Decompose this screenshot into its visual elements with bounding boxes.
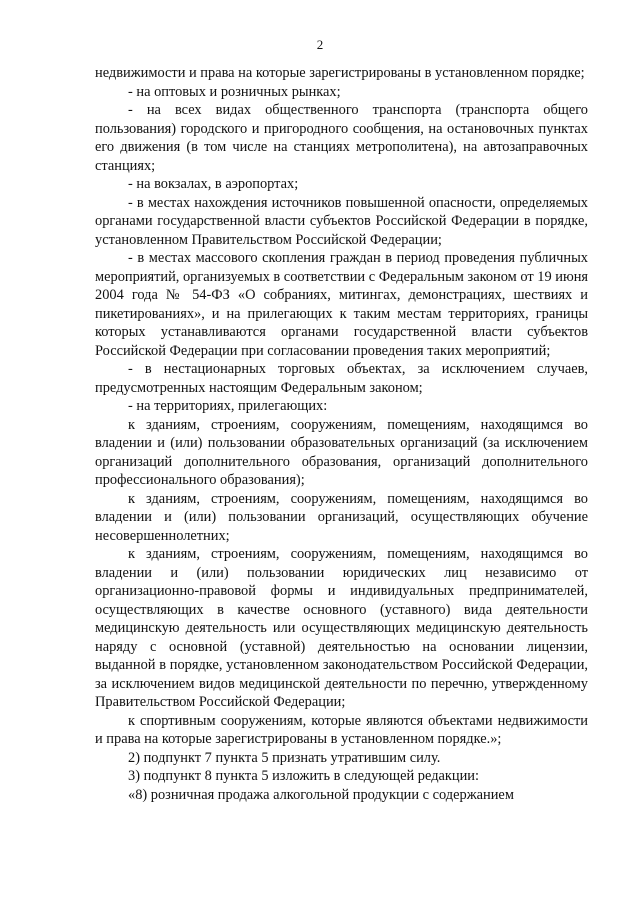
document-body [95, 64, 588, 804]
paragraph-5: - в местах нахождения источников повышенной опасности, определяемых органами государственной власти субъектов Российской Федерации в порядке, установленном Правительством Российской Федерации; [95, 194, 588, 248]
paragraph-4: - на вокзалах, в аэропортах; [128, 176, 299, 192]
paragraph-14: 3) подпункт 8 пункта 5 изложить в следующей редакции: [128, 768, 479, 784]
paragraph-13: 2) подпункт 7 пункта 5 признать утратившим силу. [128, 749, 441, 766]
paragraph-11: к зданиям, строениям, сооружениям, помещениям, находящимся во владении и (или) пользовании юридических лиц независимо от организационно-правовой формы и индивидуальных предпринимателей, осуществляющих в качестве основного (уставного) вида деятельности медицинскую деятельность или осуществляющих медицинскую деятельность наряду с основной (уставной) деятельностью на основании лицензии, выданной в порядке, установленном законодательством Российской Федерации, за исключением видов медицинской деятельности по перечню, утвержденному Правительством Российской Федерации; [95, 546, 588, 710]
paragraph-10: к зданиям, строениям, сооружениям, помещениям, находящимся во владении и (или) пользовании организаций, осуществляющих обучение несовершеннолетних; [95, 490, 588, 544]
paragraph-8: - на территориях, прилегающих: [128, 398, 328, 414]
page-number: 2 [316, 37, 324, 52]
paragraph-1: недвижимости и права на которые зарегистрированы в установленном порядке; [95, 65, 585, 81]
paragraph-3: - на всех видах общественного транспорта (транспорта общего пользования) городского и пригородного сообщения, на остановочных пунктах его движения (в том числе на станциях метрополитена), на автозаправочных станциях; [95, 102, 588, 174]
paragraph-15: «8) розничная продажа алкогольной продукции с содержанием [128, 786, 514, 803]
paragraph-9: к зданиям, строениям, сооружениям, помещениям, находящимся во владении и (или) пользовании образовательных организаций (за исключением организаций дополнительного образования, организаций дополнительного профессионального образования); [95, 416, 588, 488]
paragraph-6: - в местах массового скопления граждан в период проведения публичных мероприятий, организуемых в соответствии с Федеральным законом от 19 июня 2004 года № 54-ФЗ «О собраниях, митингах, демонстрациях, шествиях и пикетированиях», и на прилегающих к таким местам территориях, границы которых устанавливаются органами государственной власти субъектов Российской Федерации при согласовании проведения таких мероприятий; [95, 250, 589, 359]
paragraph-2: - на оптовых и розничных рынках; [128, 83, 341, 100]
paragraph-12: к спортивным сооружениям, которые являются объектами недвижимости и права на которые зарегистрированы в установленном порядке.»; [95, 712, 588, 747]
paragraph-7: - в нестационарных торговых объектах, за исключением случаев, предусмотренных настоящим Федеральным законом; [95, 361, 588, 396]
